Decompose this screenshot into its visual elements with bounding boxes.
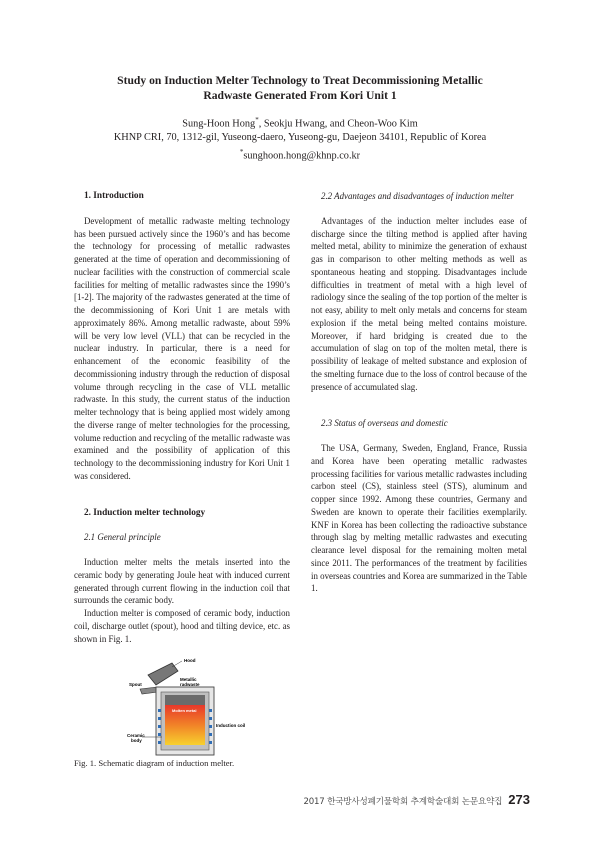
- hood-leader: [172, 661, 182, 667]
- title-line-1: Study on Induction Melter Technology to Treat Decommissioning Metallic: [117, 74, 483, 87]
- section-heading-induction-melter: 2. Induction melter technology: [84, 507, 206, 518]
- page-footer: [303, 792, 530, 807]
- email-mark: *: [239, 148, 244, 157]
- email: sunghoon.hong@khnp.co.kr: [243, 150, 361, 162]
- molten-label: Molten metal: [172, 708, 197, 714]
- paragraph-introduction: Development of metallic radwaste melting technology has been pursued actively since the 1960’s and has become the technology for processing of metallic radwastes generated at the time of operation and decommissioning of nuclear facilities with the construction of commercial scale facilities for melting of metallic radwastes since the 1990’s [1-2]. The majority of the radwastes generated at the time of the decommissioning of Kori Unit 1 are metals with approximately 86%. Among metallic radwaste, about 59% will be very low level (VLL) that can be recycled in the nuclear industry. In particular, there is a need for enhancement of the economic feasibility of the decommissioning industry through the reduction of disposal volume through recycling in the case of VLL metallic radwaste. In this study, the current status of the induction melter technology that is being applied most widely among the diverse range of melter technologies for the processing, volume reduction and recycling of the metallic radwaste was examined and the possibility of application of this technology to the decommissioning industry for Kori Unit 1 was considered.: [74, 215, 290, 481]
- author-name: Sung-Hoon Hong: [182, 118, 256, 130]
- ceramic-label: Ceramic: [127, 733, 145, 739]
- section-heading-introduction: 1. Introduction: [84, 191, 144, 201]
- figure-caption: Fig. 1. Schematic diagram of induction melter.: [74, 758, 235, 769]
- hood-label: Hood: [184, 658, 196, 664]
- spout-shape: [140, 687, 158, 694]
- coil-label: Induction coil: [216, 723, 246, 729]
- body-label: body: [131, 738, 142, 744]
- title-line-2: Radwaste Generated From Kori Unit 1: [203, 89, 397, 102]
- page-number: 273: [508, 792, 530, 807]
- subsection-heading-general-principle: 2.1 General principle: [84, 532, 161, 543]
- email-line: [40, 145, 560, 163]
- paragraph-general-1: Induction melter melts the metals inserted into the ceramic body by generating Joule heat with induced current generated through current flowing in the induction coil that surrounds the ceramic body.: [74, 557, 290, 606]
- figure-induction-melter: [74, 657, 290, 757]
- coauthors: , Seokju Hwang, and Cheon-Woo Kim: [258, 118, 418, 130]
- author-block: [40, 113, 560, 164]
- metallic-label: Metallic: [180, 677, 197, 683]
- affiliation: KHNP CRI, 70, 1312-gil, Yuseong-daero, Yuseong-gu, Daejeon 34101, Republic of Korea: [113, 132, 487, 144]
- subsection-heading-advantages: 2.2 Advantages and disadvantages of induction melter: [321, 191, 514, 201]
- corresponding-mark: *: [255, 116, 259, 124]
- paragraph-general-2: Induction melter is composed of ceramic body, induction coil, discharge outlet (spout), hood and tilting device, etc. as shown in Fig. 1.: [74, 608, 290, 644]
- paragraph-advantages: Advantages of the induction melter includes ease of discharge since the tilting method is applied after having melted metal, ability to minimize the generation of exhaust gas in comparison to other melting methods as well as spontaneous heating and stopping. Disadvantages include difficulties in treatment of metal with a high level of radiology since the sealing of the top portion of the melter is not easy, ability to melt only metals and concerns for steam explosion if the metal being melted contains moisture. Moreover, if hard bridging is created due to the accumulation of slag on top of the molten metal, there is possibility of leakage of melted substance and explosion of the smelting furnace due to the loss of control because of the presence of accumulated slag.: [311, 215, 527, 392]
- paper-title: [60, 73, 540, 103]
- right-column: [311, 190, 527, 595]
- left-column: [74, 190, 290, 770]
- radwaste-pile: [165, 695, 205, 705]
- melter-diagram: [74, 657, 290, 757]
- subsection-heading-status: 2.3 Status of overseas and domestic: [321, 418, 448, 429]
- proceedings-name: 2017 한국방사성폐기물학회 추계학술대회 논문요약집: [303, 797, 503, 807]
- author-line: [40, 113, 560, 131]
- spout-label: Spout: [129, 682, 142, 688]
- paragraph-status: The USA, Germany, Sweden, England, France, Russia and Korea have been operating metallic radwastes processing facilities for various metallic radwastes including carbon steel (CS), stainless steel (STS), aluminum and copper since 1992. Among these countries, Germany and Sweden are known to operate their facilities exemplarily. KNF in Korea has been collecting the radioactive substance through slag by melting metallic radwastes and executing clearance level disposal for the remaining molten metal since 2011. The performances of the treatment by facilities in overseas countries and Korea are summarized in the Table 1.: [311, 443, 527, 594]
- radwaste-label: radwaste: [180, 682, 200, 688]
